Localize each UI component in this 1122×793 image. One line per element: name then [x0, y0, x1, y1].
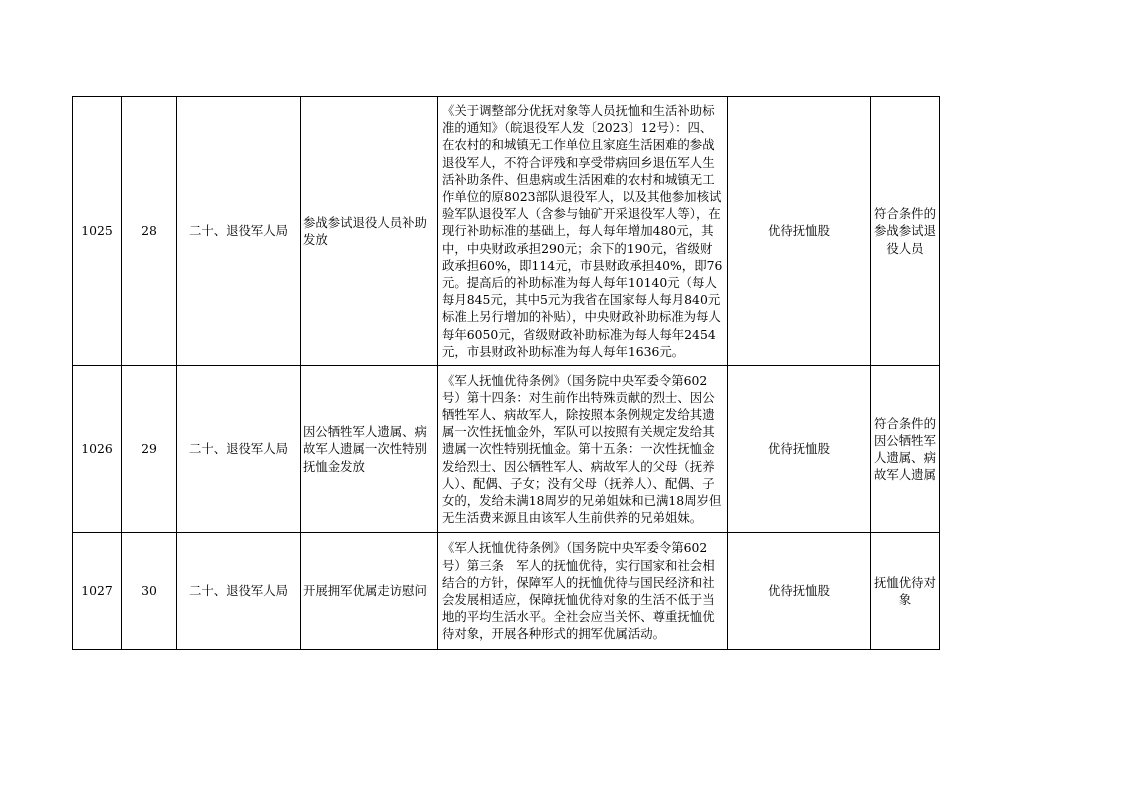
responsible-unit: 优待抚恤股 [728, 97, 871, 366]
row-number: 1025 [73, 97, 122, 366]
table-row [73, 533, 940, 650]
department: 二十、退役军人局 [177, 366, 301, 533]
department: 二十、退役军人局 [177, 533, 301, 650]
service-object: 符合条件的因公牺牲军人遗属、病故军人遗属 [871, 366, 940, 533]
table-row [73, 97, 940, 366]
sequence-number: 30 [122, 533, 177, 650]
responsible-unit: 优待抚恤股 [728, 533, 871, 650]
sequence-number: 28 [122, 97, 177, 366]
legal-basis: 《关于调整部分优抚对象等人员抚恤和生活补助标准的通知》（皖退役军人发〔2023〕12号）：四、在农村的和城镇无工作单位且家庭生活困难的参战退役军人，不符合评残和享受带病回乡退伍军人生活补助条件、但患病或生活困难的农村和城镇无工作单位的原8023部队退役军人，以及其他参加核试验军队退役军人（含参与铀矿开采退役军人等），在现行补助标准的基础上，每人每年增加480元，其中，中央财政承担290元；余下的190元，省级财政承担60%，即114元，市县财政承担40%，即76元。提高后的补助标准为每人每年10140元（每人每月845元，其中5元为我省在国家每人每月840元标准上另行增加的补贴），中央财政补助标准为每人每年6050元，省级财政补助标准为每人每年2454元，市县财政补助标准为每人每年1636元。 [438, 97, 728, 366]
sequence-number: 29 [122, 366, 177, 533]
responsible-unit: 优待抚恤股 [728, 366, 871, 533]
service-list-table [72, 96, 940, 650]
service-item: 开展拥军优属走访慰问 [301, 533, 438, 650]
department: 二十、退役军人局 [177, 97, 301, 366]
service-item: 参战参试退役人员补助发放 [301, 97, 438, 366]
legal-basis: 《军人抚恤优待条例》（国务院中央军委令第602号）第三条 军人的抚恤优待，实行国家和社会相结合的方针，保障军人的抚恤优待与国民经济和社会发展相适应，保障抚恤优待对象的生活不低于当地的平均生活水平。全社会应当关怀、尊重抚恤优待对象，开展各种形式的拥军优属活动。 [438, 533, 728, 650]
row-number: 1026 [73, 366, 122, 533]
service-object: 符合条件的参战参试退役人员 [871, 97, 940, 366]
service-object: 抚恤优待对象 [871, 533, 940, 650]
table-row [73, 366, 940, 533]
legal-basis: 《军人抚恤优待条例》（国务院中央军委令第602号）第十四条：对生前作出特殊贡献的烈士、因公牺牲军人、病故军人，除按照本条例规定发给其遗属一次性抚恤金外，军队可以按照有关规定发给其遗属一次性特别抚恤金。第十五条：一次性抚恤金发给烈士、因公牺牲军人、病故军人的父母（抚养人）、配偶、子女；没有父母（抚养人）、配偶、子女的，发给未满18周岁的兄弟姐妹和已满18周岁但无生活费来源且由该军人生前供养的兄弟姐妹。 [438, 366, 728, 533]
service-item: 因公牺牲军人遗属、病故军人遗属一次性特别抚恤金发放 [301, 366, 438, 533]
row-number: 1027 [73, 533, 122, 650]
